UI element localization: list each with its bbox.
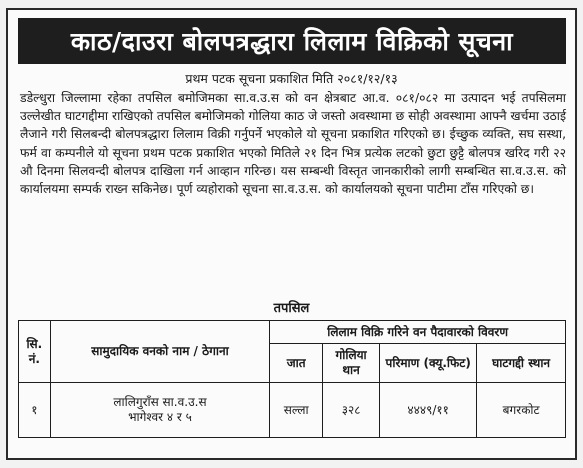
table-title: तपसिल	[273, 301, 310, 316]
notice-title: काठ/दाउरा बोलपत्रद्धारा लिलाम विक्रिको सूचना	[18, 18, 566, 64]
notice-body: डडेल्धुरा जिल्लामा रहेका तपसिल बमोजिमका सा.व.उ.स को वन क्षेत्रबाट आ.व. ०८१/०८२ मा उत्पादन भई तपसिलमा उल्लेखीत घाटगद्दीमा राखिएको तपसिल बमोजिमको गोलिया काठ जे जस्तो अवस्थामा छ सोही अवस्थामा आफ्नै खर्चमा उठाई लैजाने गरी सिलबन्दी बोलपत्रद्धारा लिलाम विक्री गर्नुपर्ने भएकोले यो सूचना प्रकाशित गरिएको छ। ईच्छुक व्यक्ति, सघ सस्था, फर्म वा कम्पनीले यो सूचना प्रथम पटक प्रकाशित भएको मितिले २१ दिन भित्र प्रत्येक लटको छुटा छुट्टै बोलपत्र खरिद गरी २२ औ दिनमा सिलवन्दी बोलपत्र दाखिला गर्न आव्हान गरिन्छ। यस सम्बन्धी विस्तृत जानकारीको लागी सम्बन्धित सा.व.उ.स. को कार्यालयमा सम्पर्क राख्न सकिनेछ। पूर्ण व्यहोराको सूचना सा.व.उ.स. को कार्यालयको सूचना पाटीमा टाँस गरिएको छ।	[20, 91, 566, 197]
header-serial: सि. नं.	[19, 321, 51, 383]
header-quantity: परिमाण (क्यू.फिट)	[380, 344, 477, 383]
header-product-details: लिलाम विक्रि गरिने वन पैदावारको विवरण	[270, 321, 566, 344]
cell-serial: १	[19, 383, 51, 438]
forest-address: भागेश्वर ४ र ५	[128, 410, 192, 424]
cell-depot: बगरकोट	[477, 383, 566, 438]
publication-date-line: प्रथम पटक सूचना प्रकाशित मिति २०८१/१२/१३	[185, 71, 398, 86]
cell-species: सल्ला	[270, 383, 323, 438]
lot-table	[18, 320, 566, 438]
table-row	[19, 383, 566, 438]
cell-forest-name	[50, 383, 270, 438]
header-species: जात	[270, 344, 323, 383]
cell-quantity: ४४४९/११	[380, 383, 477, 438]
notice-page	[6, 8, 577, 460]
header-log-count: गोलिया थान	[323, 344, 380, 383]
cell-log-count: ३२८	[323, 383, 380, 438]
header-forest-name: सामुदायिक वनको नाम / ठेगाना	[50, 321, 270, 383]
header-depot: घाटगद्दी स्थान	[477, 344, 566, 383]
forest-name: लालिगुराँस सा.व.उ.स	[113, 395, 207, 409]
